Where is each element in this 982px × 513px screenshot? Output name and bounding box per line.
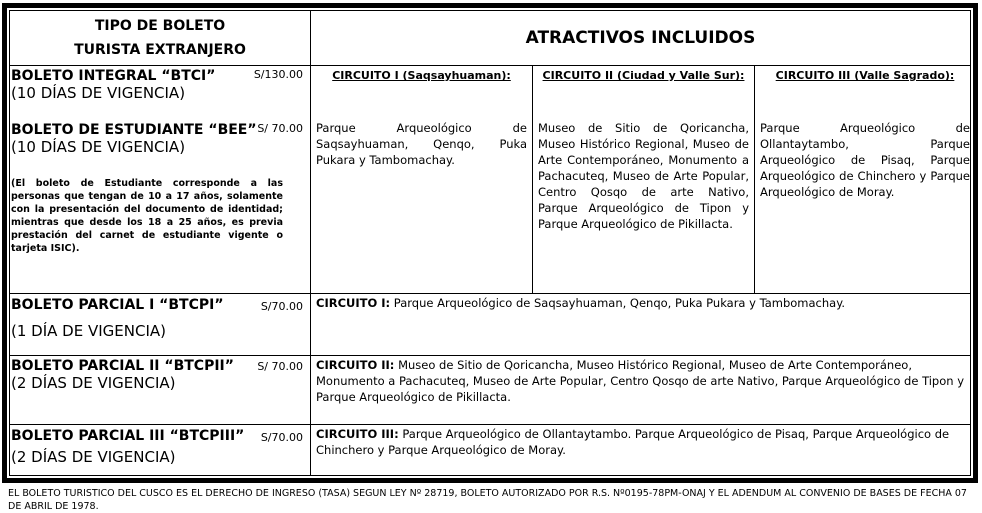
ticket-price: S/70.00 <box>260 300 303 313</box>
circuit-2-heading: CIRCUITO II (Ciudad y Valle Sur): <box>542 69 745 82</box>
ticket-integral <box>11 68 307 102</box>
circuit-text: Parque Arqueológico de Saqsayhuaman, Qenqo, Puka Pukara y Tambomachay. <box>390 296 846 310</box>
parcial-3-attractions <box>311 426 970 458</box>
divider <box>10 424 970 425</box>
circuit-text: Parque Arqueológico de Ollantaytambo. Parque Arqueológico de Pisaq, Parque Arqueológico de Chinchero y Parque Arqueológico de Moray. <box>316 427 950 457</box>
ticket-name: BOLETO PARCIAL I “BTCPI” <box>11 297 224 313</box>
ticket-table <box>2 3 978 483</box>
ticket-validity: (2 DÍAS DE VIGENCIA) <box>11 374 176 392</box>
ticket-name: BOLETO INTEGRAL “BTCI” <box>11 68 216 84</box>
ticket-parcial-1 <box>11 297 307 353</box>
ticket-price: S/130.00 <box>253 68 303 81</box>
divider <box>10 355 970 356</box>
ticket-validity: (10 DÍAS DE VIGENCIA) <box>11 84 186 102</box>
ticket-validity: (10 DÍAS DE VIGENCIA) <box>11 138 186 156</box>
ticket-price: S/70.00 <box>260 431 303 444</box>
ticket-name: BOLETO PARCIAL III “BTCPIII” <box>11 428 245 444</box>
ticket-table-inner <box>9 10 971 476</box>
circuit-1-column <box>311 67 532 170</box>
ticket-parcial-3 <box>11 428 307 466</box>
ticket-name: BOLETO DE ESTUDIANTE “BEE” <box>11 122 257 138</box>
circuit-label: CIRCUITO III: <box>316 427 399 441</box>
divider <box>10 65 970 66</box>
parcial-2-attractions <box>311 357 970 405</box>
circuit-2-column <box>533 67 754 234</box>
divider <box>10 293 970 294</box>
ticket-validity: (1 DÍA DE VIGENCIA) <box>11 322 166 340</box>
circuit-1-text: Parque Arqueológico de Saqsayhuaman, Qenqo, Puka Pukara y Tambomachay. <box>316 121 527 167</box>
ticket-parcial-2 <box>11 358 307 392</box>
header-line-2: TURISTA EXTRANJERO <box>74 42 246 58</box>
circuit-3-heading: CIRCUITO III (Valle Sagrado): <box>775 69 955 82</box>
ticket-validity: (2 DÍAS DE VIGENCIA) <box>11 448 176 466</box>
ticket-name: BOLETO PARCIAL II “BTCPII” <box>11 358 234 374</box>
circuit-text: Museo de Sitio de Qoricancha, Museo Histórico Regional, Museo de Arte Contemporáneo, Monumento a Pachacuteq, Museo de Arte Popular, Centro Qosqo de arte Nativo, Parque Arqueológico de Tipon y Parque Arqueológico de Pikillacta. <box>316 358 965 404</box>
attractions-header: ATRACTIVOS INCLUIDOS <box>525 28 756 48</box>
circuit-label: CIRCUITO II: <box>316 358 395 372</box>
parcial-1-attractions <box>311 295 970 311</box>
circuit-2-text: Museo de Sitio de Qoricancha, Museo Histórico Regional, Museo de Arte Contemporáneo, Monumento a Pachacuteq, Museo de Arte Popular, Centro Qosqo de arte Nativo, Parque Arqueológico de Tipon y Parque Arqueológico de Pikillacta. <box>538 121 749 231</box>
ticket-price: S/ 70.00 <box>257 122 303 135</box>
circuit-3-text: Parque Arqueológico de Ollantaytambo, Parque Arqueológico de Pisaq, Parque Arqueológico de Chinchero y Parque Arqueológico de Moray. <box>760 121 970 199</box>
circuit-label: CIRCUITO I: <box>316 296 391 310</box>
header-line-1: TIPO DE BOLETO <box>94 18 226 34</box>
circuit-3-column <box>755 67 975 202</box>
ticket-student <box>11 122 307 255</box>
ticket-price: S/ 70.00 <box>257 360 303 373</box>
student-note: (El boleto de Estudiante corresponde a las personas que tengan de 10 a 17 años, solamente con la presentación del documento de identidad; mientras que desde los 18 a 25 años, es previa prestación del carnet de estudiante vigente o tarjeta ISIC). <box>11 178 283 254</box>
ticket-type-header <box>10 11 310 65</box>
circuit-1-heading: CIRCUITO I (Saqsayhuaman): <box>332 69 511 82</box>
legal-footnote: EL BOLETO TURISTICO DEL CUSCO ES EL DERECHO DE INGRESO (TASA) SEGUN LEY Nº 28719, BOLETO AUTORIZADO POR R.S. Nº0195-78PM-ONAJ Y EL ADENDUM AL CONVENIO DE BASES DE FECHA 07 DE ABRIL DE 1978. <box>8 488 967 512</box>
